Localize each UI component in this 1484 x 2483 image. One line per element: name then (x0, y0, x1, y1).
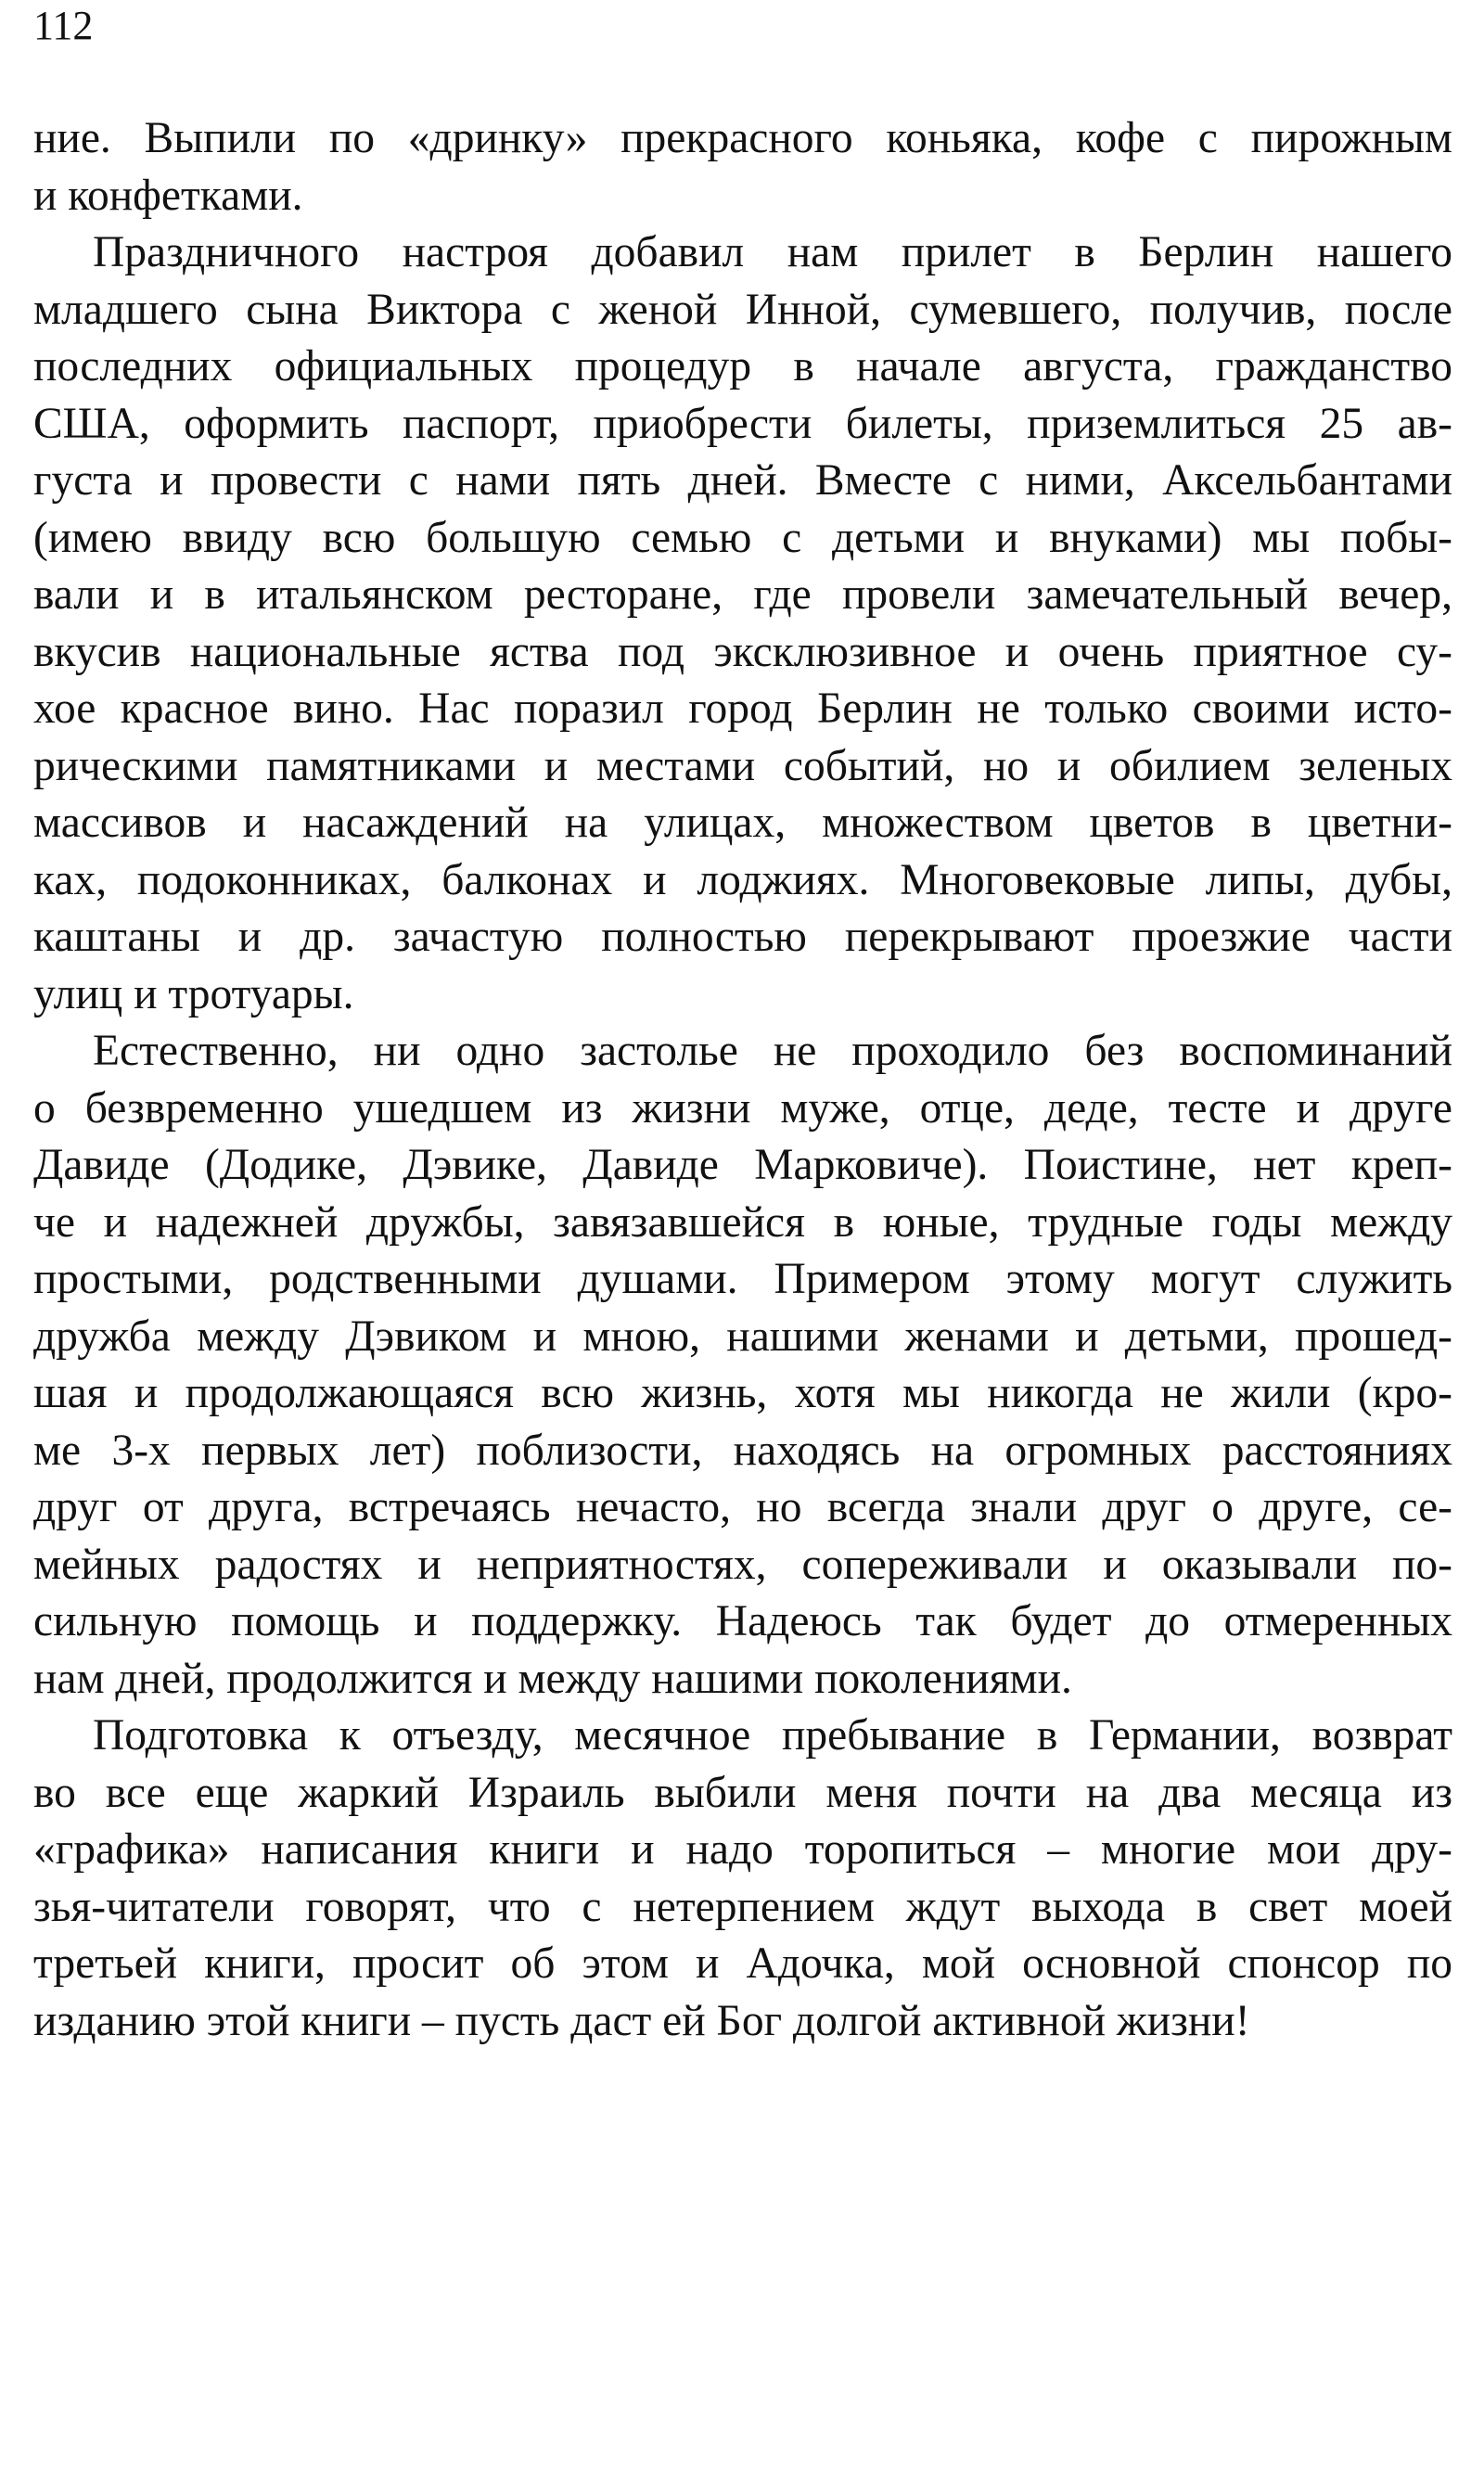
text-line: хое красное вино. Нас поразил город Берлин не только своими исто- (33, 685, 1452, 733)
page-number: 112 (33, 3, 94, 48)
body-text (33, 110, 1452, 2050)
text-line: «графика» написания книги и надо торопиться – многие мои дру- (33, 1825, 1452, 1874)
text-line: и конфетками. (33, 171, 303, 220)
text-line: ках, подоконниках, балконах и лоджиях. Многовековые липы, дубы, (33, 855, 1452, 904)
text-line: мейных радостях и неприятностях, сопереживали и оказывали по- (33, 1540, 1452, 1589)
text-line: третьей книги, просит об этом и Адочка, мой основной спонсор по (33, 1939, 1452, 1988)
text-line: (имею ввиду всю большую семью с детьми и внуками) мы побы- (33, 513, 1452, 562)
text-line: массивов и насаждений на улицах, множеством цветов в цветни- (33, 799, 1452, 847)
text-line: США, оформить паспорт, приобрести билеты, приземлиться 25 ав- (33, 399, 1452, 448)
text-line: изданию этой книги – пусть даст ей Бог долгой активной жизни! (33, 1996, 1250, 2045)
text-line: нам дней, продолжится и между нашими поколениями. (33, 1654, 1072, 1703)
text-line: дружба между Дэвиком и мною, нашими женами и детьми, прошед- (33, 1312, 1452, 1361)
text-line: Подготовка к отъезду, месячное пребывание в Германии, возврат (93, 1711, 1452, 1760)
text-line: зья-читатели говорят, что с нетерпением ждут выхода в свет моей (33, 1882, 1452, 1931)
paragraph (33, 1023, 1452, 1708)
text-line: ние. Выпили по «дринку» прекрасного коньяка, кофе с пирожным (33, 114, 1452, 162)
text-line: Праздничного настроя добавил нам прилет в Берлин нашего (93, 228, 1452, 276)
text-line: густа и провести с нами пять дней. Вместе с ними, Аксельбантами (33, 456, 1452, 505)
paragraph (33, 224, 1452, 1023)
text-line: шая и продолжающаяся всю жизнь, хотя мы никогда не жили (кро- (33, 1369, 1452, 1417)
text-line: Давиде (Додике, Дэвике, Давиде Марковиче). Поистине, нет креп- (33, 1141, 1452, 1189)
text-line: последних официальных процедур в начале августа, гражданство (33, 342, 1452, 390)
text-line: че и надежней дружбы, завязавшейся в юные, трудные годы между (33, 1197, 1452, 1247)
text-line: ме 3-х первых лет) поблизости, находясь на огромных расстояниях (33, 1426, 1452, 1475)
text-line: улиц и тротуары. (33, 969, 354, 1018)
text-line: о безвременно ушедшем из жизни муже, отце, деде, тесте и друге (33, 1083, 1452, 1133)
paragraph (33, 1708, 1452, 2050)
paragraph (33, 110, 1452, 224)
text-line: простыми, родственными душами. Примером этому могут служить (33, 1255, 1452, 1303)
text-line: Естественно, ни одно застолье не проходило без воспоминаний (93, 1027, 1452, 1075)
text-line: каштаны и др. зачастую полностью перекрывают проезжие части (33, 913, 1452, 961)
text-line: сильную помощь и поддержку. Надеюсь так будет до отмеренных (33, 1597, 1452, 1645)
text-line: вали и в итальянском ресторане, где провели замечательный вечер, (33, 570, 1452, 619)
text-line: друг от друга, встречаясь нечасто, но всегда знали друг о друге, се- (33, 1483, 1452, 1531)
text-line: младшего сына Виктора с женой Инной, сумевшего, получив, после (33, 285, 1452, 334)
text-line: рическими памятниками и местами событий, но и обилием зеленых (33, 741, 1452, 790)
text-line: во все еще жаркий Израиль выбили меня почти на два месяца из (33, 1768, 1452, 1817)
text-line: вкусив национальные яства под эксклюзивное и очень приятное су- (33, 627, 1452, 676)
